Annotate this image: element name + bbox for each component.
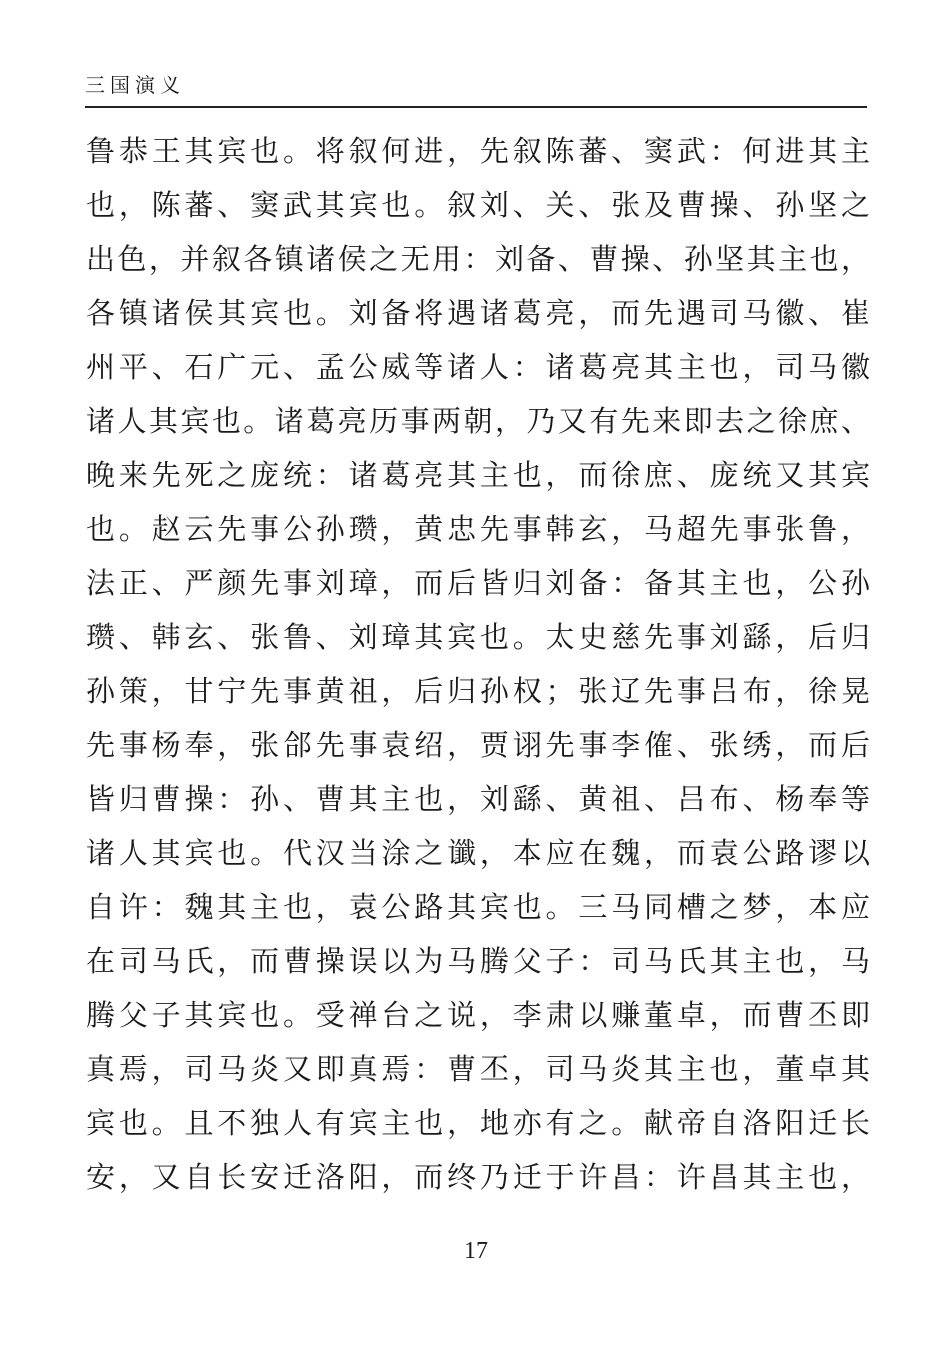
text-line: 鲁恭王其宾也。将叙何进，先叙陈蕃、窦武：何进其主: [86, 134, 870, 168]
text-line: 也。赵云先事公孙瓒，黄忠先事韩玄，马超先事张鲁，: [86, 512, 870, 546]
running-head-title: 三国演义: [85, 73, 185, 97]
text-line: 也，陈蕃、窦武其宾也。叙刘、关、张及曹操、孙坚之: [86, 188, 870, 222]
text-line: 孙策，甘宁先事黄祖，后归孙权；张辽先事吕布，徐晃: [86, 674, 870, 708]
header-rule: [85, 106, 867, 108]
text-line: 诸人其宾也。诸葛亮历事两朝，乃又有先来即去之徐庶、: [86, 404, 870, 438]
page-number: 17: [464, 1238, 488, 1264]
text-line: 安，又自长安迁洛阳，而终乃迁于许昌：许昌其主也，: [86, 1160, 870, 1194]
body-text: [86, 124, 870, 1204]
text-line: 晚来先死之庞统：诸葛亮其主也，而徐庶、庞统又其宾: [86, 458, 870, 492]
text-line: 先事杨奉，张郃先事袁绍，贾诩先事李傕、张绣，而后: [86, 728, 870, 762]
text-line: 皆归曹操：孙、曹其主也，刘繇、黄祖、吕布、杨奉等: [86, 782, 870, 816]
text-line: 真焉，司马炎又即真焉：曹丕，司马炎其主也，董卓其: [86, 1052, 870, 1086]
text-line: 宾也。且不独人有宾主也，地亦有之。献帝自洛阳迁长: [86, 1106, 870, 1140]
text-line: 在司马氏，而曹操误以为马腾父子：司马氏其主也，马: [86, 944, 870, 978]
text-line: 自许：魏其主也，袁公路其宾也。三马同槽之梦，本应: [86, 890, 870, 924]
text-line: 诸人其宾也。代汉当涂之谶，本应在魏，而袁公路谬以: [86, 836, 870, 870]
text-line: 瓒、韩玄、张鲁、刘璋其宾也。太史慈先事刘繇，后归: [86, 620, 870, 654]
text-line: 州平、石广元、孟公威等诸人：诸葛亮其主也，司马徽: [86, 350, 870, 384]
text-line: 出色，并叙各镇诸侯之无用：刘备、曹操、孙坚其主也，: [86, 242, 870, 276]
text-line: 腾父子其宾也。受禅台之说，李肃以赚董卓，而曹丕即: [86, 998, 870, 1032]
text-line: 各镇诸侯其宾也。刘备将遇诸葛亮，而先遇司马徽、崔: [86, 296, 870, 330]
text-line: 法正、严颜先事刘璋，而后皆归刘备：备其主也，公孙: [86, 566, 870, 600]
